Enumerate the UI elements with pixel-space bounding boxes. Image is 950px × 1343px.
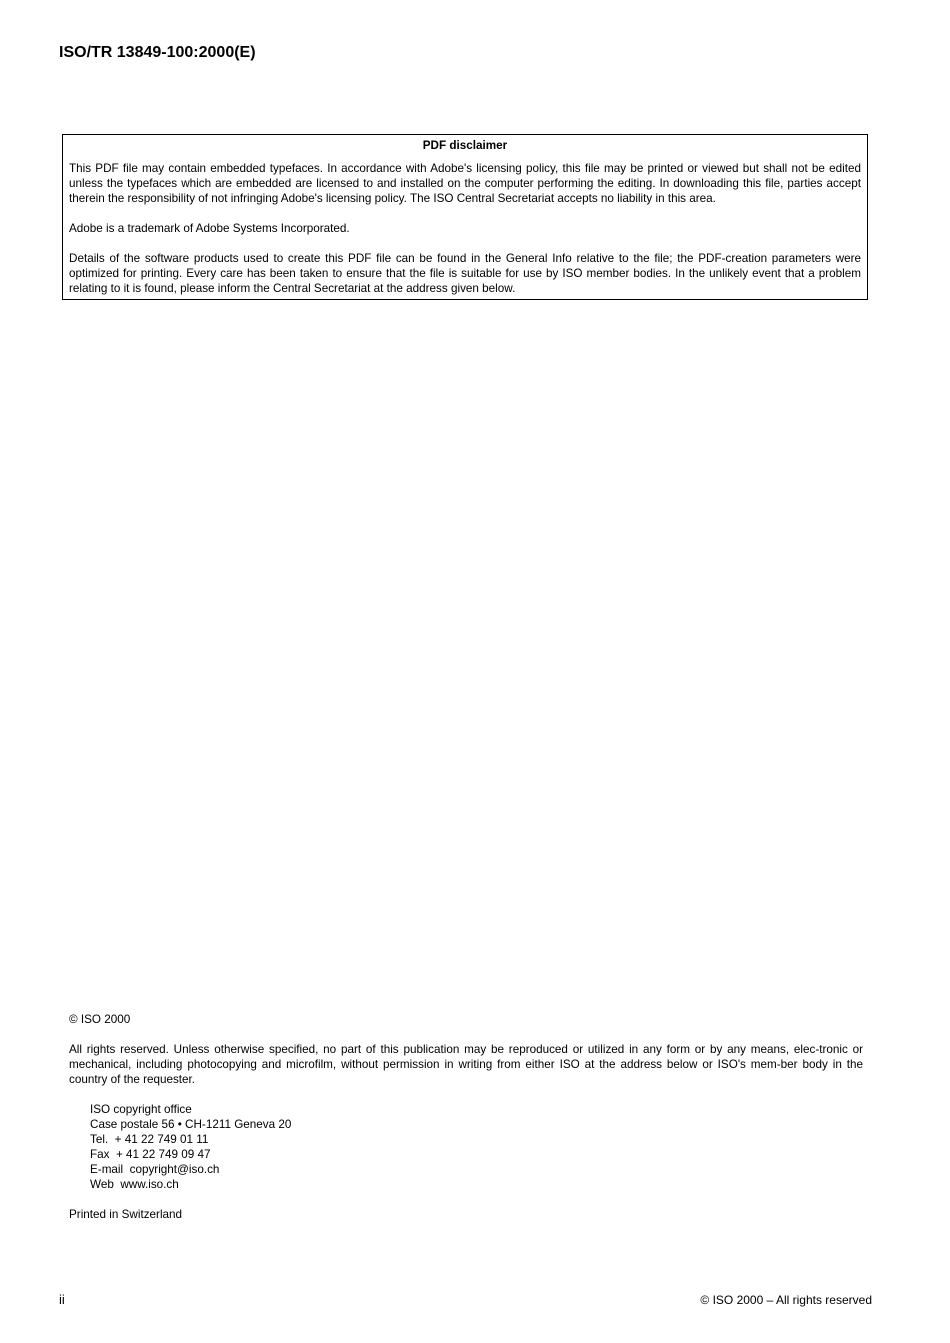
office-fax: Fax + 41 22 749 09 47: [90, 1148, 211, 1161]
copyright-year: © ISO 2000: [69, 1013, 131, 1026]
disclaimer-paragraph-trademark: Adobe is a trademark of Adobe Systems Incorporated.: [69, 222, 350, 235]
office-telephone: Tel. + 41 22 749 01 11: [90, 1133, 209, 1146]
footer-copyright-notice: © ISO 2000 – All rights reserved: [700, 1293, 872, 1307]
office-website: Web www.iso.ch: [90, 1178, 179, 1191]
office-postal-address: Case postale 56 • CH-1211 Geneva 20: [90, 1118, 292, 1131]
printed-location: Printed in Switzerland: [69, 1208, 183, 1221]
page-number: ii: [59, 1292, 65, 1307]
pdf-disclaimer-box: [62, 134, 868, 300]
office-name: ISO copyright office: [90, 1103, 192, 1116]
disclaimer-paragraph-details: Details of the software products used to create this PDF file can be found in the General Info relative to the file; the PDF-creation parameters were optimized for printing. Every care has been taken to ensure that the file is suitable for use by ISO member bodies. In the unlikely event that a problem relating to it is found, please inform the Central Secretariat at the address given below.: [69, 252, 861, 295]
disclaimer-title: PDF disclaimer: [422, 139, 508, 152]
copyright-block: [69, 1012, 863, 1222]
document-identifier: ISO/TR 13849-100:2000(E): [59, 44, 256, 61]
copyright-office-address: [90, 1102, 863, 1192]
rights-statement: All rights reserved. Unless otherwise specified, no part of this publication may be reproduced or utilized in any form or by any means, elec-tronic or mechanical, including photocopying and microfilm, without permission in writing from either ISO at the address below or ISO's mem-ber body in the country of the requester.: [69, 1043, 863, 1086]
office-email: E-mail copyright@iso.ch: [90, 1163, 220, 1176]
disclaimer-paragraph-typefaces: This PDF file may contain embedded typefaces. In accordance with Adobe's licensing policy, this file may be printed or viewed but shall not be edited unless the typefaces which are embedded are licensed to and installed on the computer performing the editing. In downloading this file, parties accept therein the responsibility of not infringing Adobe's licensing policy. The ISO Central Secretariat accepts no liability in this area.: [69, 162, 861, 205]
